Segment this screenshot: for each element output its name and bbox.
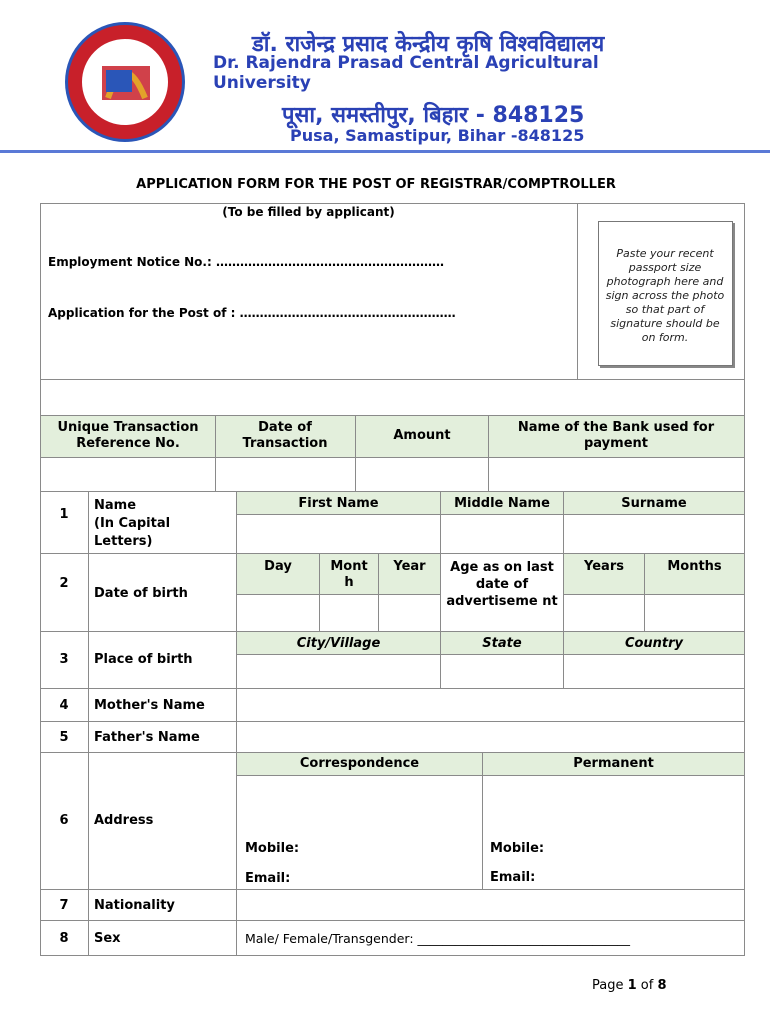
month-label: Mont h <box>330 559 368 590</box>
age-years-input[interactable] <box>563 594 645 632</box>
row3-number: 3 <box>59 652 69 667</box>
date-of-transaction-label: Date of Transaction <box>242 420 328 451</box>
row4-number: 4 <box>59 698 69 713</box>
employment-notice-field[interactable]: Employment Notice No.: ………………………………………………… <box>48 255 444 269</box>
state-input[interactable] <box>440 654 564 689</box>
hindi-address: पूसा, समस्तीपुर, बिहार - 848125 <box>282 103 585 128</box>
country-label: Country <box>624 636 684 651</box>
month-input[interactable] <box>319 594 379 632</box>
amount-input[interactable] <box>355 457 489 492</box>
row8-number: 8 <box>59 931 69 946</box>
header-divider <box>0 150 770 153</box>
utr-label: Unique Transaction Reference No. <box>57 420 199 451</box>
fathers-name-input[interactable] <box>236 721 745 753</box>
row5-number: 5 <box>59 730 69 745</box>
bank-name-label: Name of the Bank used for payment <box>517 420 715 451</box>
mothers-name-label: Mother's Name <box>94 698 205 713</box>
row2-num-cell <box>40 553 89 632</box>
middle-name-input[interactable] <box>440 514 564 554</box>
row1-number: 1 <box>59 507 69 522</box>
address-label: Address <box>94 813 154 828</box>
mothers-name-input[interactable] <box>236 688 745 722</box>
filled-by-note: (To be filled by applicant) <box>222 205 395 219</box>
fathers-name-label: Father's Name <box>94 730 200 745</box>
page-of: of <box>636 978 658 993</box>
english-address: Pusa, Samastipur, Bihar -848125 <box>290 126 585 145</box>
first-name-input[interactable] <box>236 514 441 554</box>
country-input[interactable] <box>563 654 745 689</box>
university-logo <box>50 18 200 146</box>
surname-label: Surname <box>621 496 687 511</box>
row2-number: 2 <box>59 576 69 591</box>
university-hindi-title: डॉ. राजेन्द्र प्रसाद केन्द्रीय कृषि विश्वविद्यालय <box>252 32 605 57</box>
row6-number: 6 <box>59 813 69 828</box>
row7-number: 7 <box>59 898 69 913</box>
page-indicator <box>592 978 667 993</box>
nationality-label: Nationality <box>94 898 175 913</box>
age-label: Age as on last date of advertiseme nt <box>446 560 558 609</box>
city-input[interactable] <box>236 654 441 689</box>
surname-input[interactable] <box>563 514 745 554</box>
name-label: Name (In Capital Letters) <box>94 498 171 549</box>
year-input[interactable] <box>378 594 441 632</box>
months-label: Months <box>667 559 722 574</box>
first-name-label: First Name <box>298 496 379 511</box>
page-total: 8 <box>657 978 667 993</box>
photo-instructions: Paste your recent passport size photograph here and sign across the photo so that part of signature should be on form. <box>605 247 725 344</box>
day-label: Day <box>264 559 292 574</box>
university-english-title: Dr. Rajendra Prasad Central Agricultural University <box>213 53 599 93</box>
sex-label: Sex <box>94 931 121 946</box>
permanent-email-label: Email: <box>490 870 536 885</box>
city-label: City/Village <box>296 636 381 651</box>
year-label: Year <box>393 559 426 574</box>
permanent-label: Permanent <box>573 756 654 771</box>
permanent-mobile-label: Mobile: <box>490 841 545 856</box>
age-months-input[interactable] <box>644 594 745 632</box>
place-of-birth-label: Place of birth <box>94 652 193 667</box>
bank-name-input[interactable] <box>488 457 745 492</box>
dob-label: Date of birth <box>94 586 188 601</box>
utr-input[interactable] <box>40 457 216 492</box>
spacer-row <box>40 379 745 416</box>
date-of-transaction-input[interactable] <box>215 457 356 492</box>
middle-name-label: Middle Name <box>454 496 550 511</box>
page-current: 1 <box>627 978 637 993</box>
day-input[interactable] <box>236 594 320 632</box>
years-label: Years <box>584 559 624 574</box>
row1-num-cell <box>40 491 89 554</box>
correspondence-email-label: Email: <box>245 871 291 886</box>
amount-label: Amount <box>393 428 451 443</box>
post-applied-field[interactable]: Application for the Post of : ……………………………………………… <box>48 306 456 320</box>
applicant-box-divider <box>577 203 578 380</box>
nationality-input[interactable] <box>236 889 745 921</box>
state-label: State <box>482 636 522 651</box>
correspondence-mobile-label: Mobile: <box>245 841 300 856</box>
page-prefix: Page <box>592 978 628 993</box>
correspondence-label: Correspondence <box>299 756 420 771</box>
form-title: APPLICATION FORM FOR THE POST OF REGISTRAR/COMPTROLLER <box>136 177 616 192</box>
sex-options-text: Male/ Female/Transgender: __________________________________ <box>245 931 631 946</box>
